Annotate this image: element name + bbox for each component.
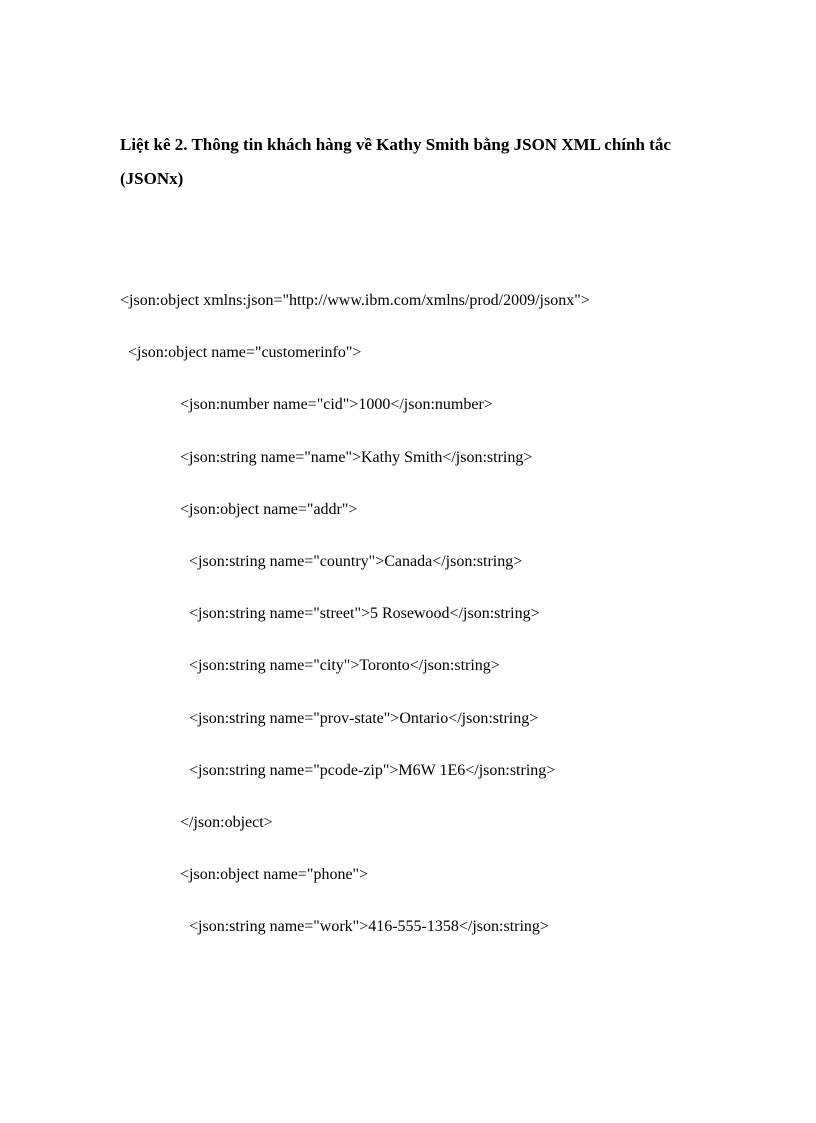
code-line: <json:string name="prov-state">Ontario</json:string>	[189, 709, 539, 727]
code-line: <json:number name="cid">1000</json:number>	[180, 396, 493, 414]
code-line: <json:string name="name">Kathy Smith</json:string>	[180, 448, 533, 466]
code-line: <json:string name="city">Toronto</json:string>	[189, 657, 500, 675]
code-line: <json:object name="addr">	[180, 500, 358, 518]
code-line: </json:object>	[180, 813, 273, 831]
listing-heading-line-2: (JSONx)	[120, 169, 184, 188]
jsonx-code-listing	[120, 289, 590, 967]
code-line: <json:string name="street">5 Rosewood</json:string>	[189, 605, 540, 623]
code-line: <json:object name="phone">	[180, 866, 369, 884]
code-line: <json:object name="customerinfo">	[128, 344, 362, 362]
code-line: <json:string name="country">Canada</json:string>	[189, 552, 523, 570]
code-line: <json:string name="work">416-555-1358</json:string>	[189, 918, 549, 936]
code-line: <json:string name="pcode-zip">M6W 1E6</json:string>	[189, 761, 556, 779]
code-line: <json:object xmlns:json="http://www.ibm.com/xmlns/prod/2009/jsonx">	[120, 292, 590, 309]
listing-heading	[120, 128, 720, 196]
listing-heading-line-1: Liệt kê 2. Thông tin khách hàng về Kathy Smith bằng JSON XML chính tắc	[120, 135, 671, 154]
